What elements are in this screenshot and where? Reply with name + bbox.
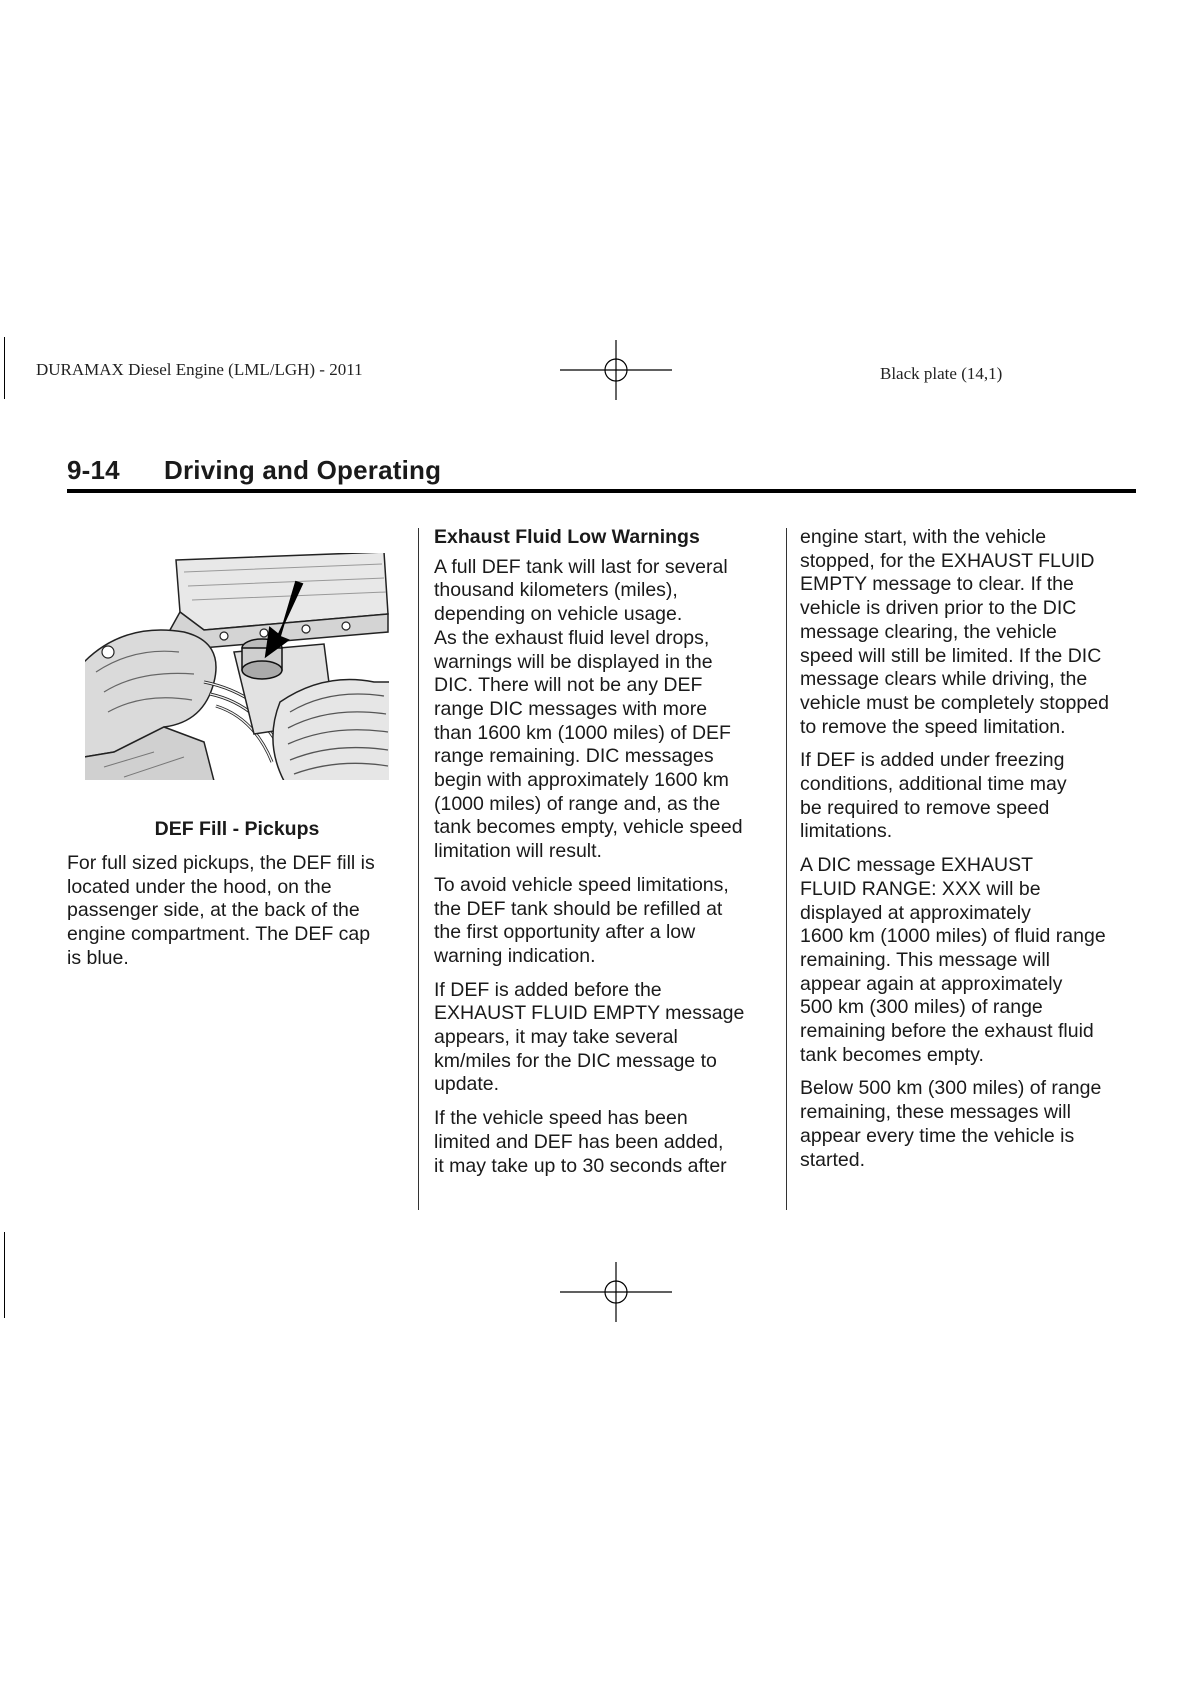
text-line: (1000 miles) of range and, as the [434, 792, 721, 815]
section-heading: Exhaust Fluid Low Warnings [434, 526, 700, 548]
col2-paragraph-3 [434, 979, 774, 1098]
text-line: depending on vehicle usage. [434, 603, 683, 626]
text-line: A DIC message EXHAUST [800, 854, 1033, 877]
engine-compartment-illustration [84, 552, 390, 781]
text-line: appear again at approximately [800, 972, 1063, 995]
text-line: vehicle must be completely stopped [800, 691, 1109, 714]
page-number: 9-14 [67, 455, 120, 485]
text-line: than 1600 km (1000 miles) of DEF [434, 721, 731, 744]
registration-mark-bottom [560, 1262, 672, 1322]
text-line: thousand kilometers (miles), [434, 579, 678, 602]
text-line: tank becomes empty. [800, 1043, 984, 1066]
col2-paragraph-4 [434, 1107, 774, 1178]
text-line: limitation will result. [434, 840, 602, 863]
text-line: speed will still be limited. If the DIC [800, 644, 1102, 667]
text-line: update. [434, 1073, 500, 1096]
text-line: engine compartment. The DEF cap [67, 923, 371, 946]
text-line: remaining before the exhaust fluid [800, 1020, 1094, 1043]
col2-paragraph-2 [434, 874, 774, 969]
text-line: passenger side, at the back of the [67, 899, 360, 922]
text-line: Below 500 km (300 miles) of range [800, 1077, 1102, 1100]
text-line: warning indication. [434, 944, 596, 967]
text-line: appears, it may take several [434, 1026, 678, 1049]
text-line: it may take up to 30 seconds after [434, 1154, 727, 1177]
col3-paragraph-3 [800, 854, 1145, 1067]
text-line: If the vehicle speed has been [434, 1107, 688, 1130]
text-line: message clearing, the vehicle [800, 620, 1057, 643]
title-rule [67, 489, 1136, 493]
text-line: is blue. [67, 946, 129, 969]
section-title: Driving and Operating [164, 455, 442, 485]
crop-mark-top-left [4, 337, 5, 399]
text-line: be required to remove speed [800, 796, 1050, 819]
plate-header-left: DURAMAX Diesel Engine (LML/LGH) - 2011 [36, 360, 363, 379]
text-line: A full DEF tank will last for several [434, 555, 728, 578]
text-line: stopped, for the EXHAUST FLUID [800, 549, 1095, 572]
plate-header-right: Black plate (14,1) [880, 364, 1003, 383]
text-line: For full sized pickups, the DEF fill is [67, 852, 375, 874]
text-line: the DEF tank should be refilled at [434, 897, 723, 920]
col2-paragraph-1 [434, 556, 774, 864]
registration-mark-top [560, 340, 672, 400]
text-line: tank becomes empty, vehicle speed [434, 816, 743, 839]
text-line: appear every time the vehicle is [800, 1124, 1075, 1147]
col2-body [434, 526, 774, 1188]
text-line: If DEF is added under freezing [800, 749, 1065, 772]
text-line: conditions, additional time may [800, 773, 1067, 796]
text-line: FLUID RANGE: XXX will be [800, 877, 1041, 900]
col1-paragraph [67, 852, 407, 971]
text-line: displayed at approximately [800, 901, 1031, 924]
text-line: DIC. There will not be any DEF [434, 674, 703, 697]
text-line: engine start, with the vehicle [800, 526, 1047, 548]
text-line: vehicle is driven prior to the DIC [800, 597, 1077, 620]
text-line: begin with approximately 1600 km [434, 769, 729, 792]
text-line: the first opportunity after a low [434, 921, 696, 944]
text-line: As the exhaust fluid level drops, [434, 626, 710, 649]
column-separator-2 [786, 528, 787, 1210]
text-line: warnings will be displayed in the [434, 650, 713, 673]
col3-body [800, 526, 1145, 1182]
text-line: to remove the speed limitation. [800, 715, 1066, 738]
column-separator-1 [418, 528, 419, 1210]
text-line: If DEF is added before the [434, 978, 662, 1001]
figure-caption: DEF Fill - Pickups [154, 818, 320, 840]
text-line: started. [800, 1148, 866, 1171]
text-line: located under the hood, on the [67, 875, 332, 898]
col3-paragraph-2 [800, 749, 1145, 844]
text-line: 500 km (300 miles) of range [800, 996, 1043, 1019]
text-line: range DIC messages with more [434, 697, 708, 720]
text-line: km/miles for the DIC message to [434, 1049, 717, 1072]
text-line: message clears while driving, the [800, 668, 1088, 691]
col1-body [67, 852, 407, 981]
col3-paragraph-1 [800, 526, 1145, 739]
text-line: range remaining. DIC messages [434, 745, 714, 768]
text-line: 1600 km (1000 miles) of fluid range [800, 925, 1106, 948]
text-line: EXHAUST FLUID EMPTY message [434, 1002, 745, 1025]
col3-paragraph-4 [800, 1077, 1145, 1172]
text-line: To avoid vehicle speed limitations, [434, 873, 729, 896]
text-line: remaining. This message will [800, 948, 1050, 971]
text-line: remaining, these messages will [800, 1101, 1071, 1124]
crop-mark-bottom-left [4, 1232, 5, 1318]
text-line: limitations. [800, 820, 893, 843]
text-line: limited and DEF has been added, [434, 1130, 724, 1153]
text-line: EMPTY message to clear. If the [800, 573, 1074, 596]
